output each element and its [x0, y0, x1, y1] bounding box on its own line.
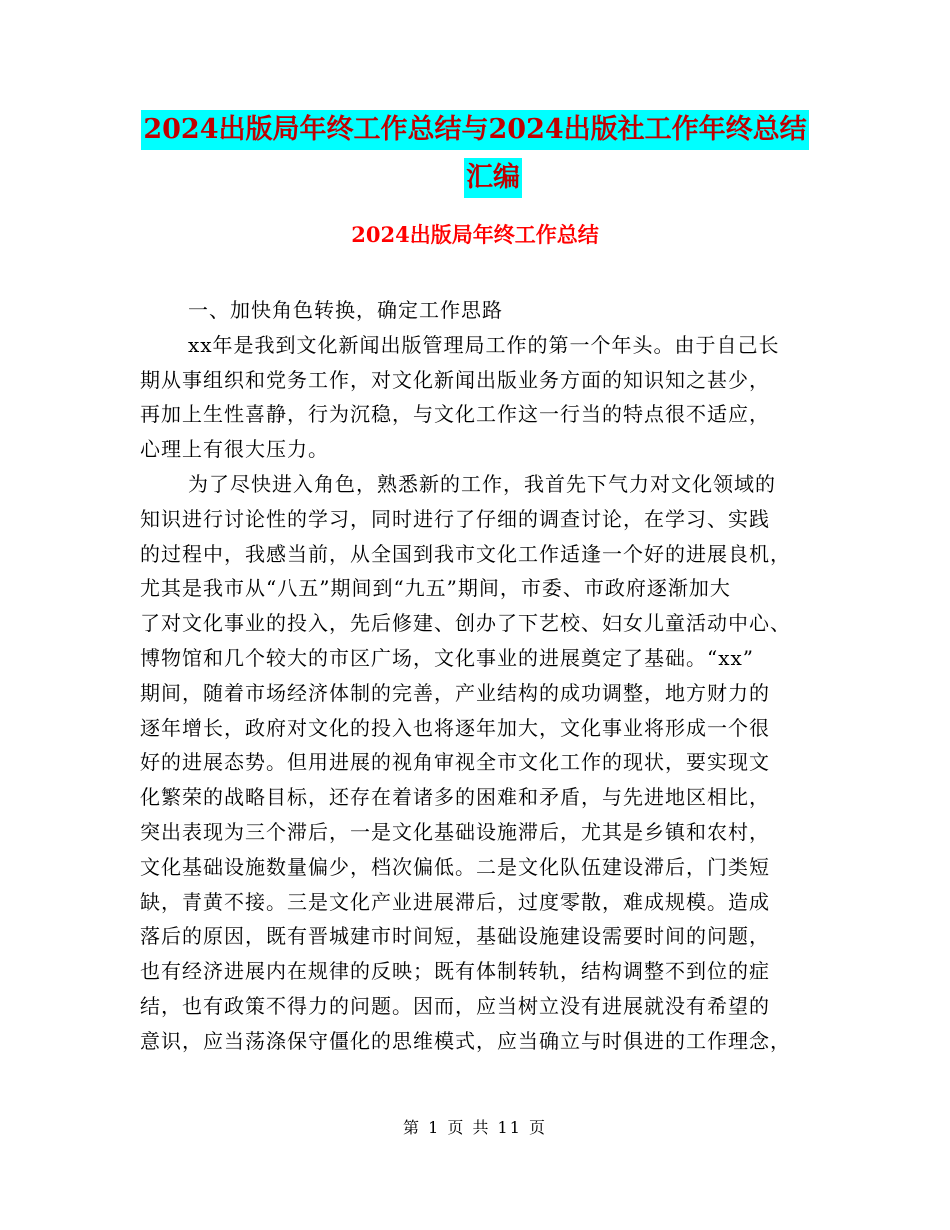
paragraph-line: 再加上生性喜静，行为沉稳，与文化工作这一行当的特点很不适应，: [140, 402, 770, 427]
paragraph-line: 意识，应当荡涤保守僵化的思维模式，应当确立与时俱进的工作理念，: [140, 1028, 791, 1053]
paragraph-line: 心理上有很大压力。: [140, 437, 329, 462]
paragraph-line: 化繁荣的战略目标，还存在着诸多的困难和矛盾，与先进地区相比，: [140, 785, 770, 810]
paragraph-line: 落后的原因，既有晋城建市时间短，基础设施建设需要时间的问题，: [140, 924, 770, 949]
paragraph-line: 一、加快角色转换，确定工作思路: [188, 298, 503, 322]
title-line-2: 汇编: [464, 158, 522, 198]
paragraph-line: xx年是我到文化新闻出版管理局工作的第一个年头。由于自己长: [188, 332, 780, 357]
paragraph-line: 缺，青黄不接。三是文化产业进展滞后，过度零散，难成规模。造成: [140, 889, 770, 914]
section-heading: 2024出版局年终工作总结: [351, 222, 599, 247]
paragraph-line: 尤其是我市从“八五”期间到“九五”期间，市委、市政府逐渐加大: [140, 576, 731, 601]
page-footer: 第 1 页 共 11 页: [403, 1118, 547, 1137]
body-text: [140, 293, 816, 1059]
paragraph-line: 好的进展态势。但用进展的视角审视全市文化工作的现状，要实现文: [140, 750, 770, 775]
paragraph-line: 逐年增长，政府对文化的投入也将逐年加大，文化事业将形成一个很: [140, 715, 770, 740]
paragraph-line: 博物馆和几个较大的市区广场，文化事业的进展奠定了基础。“xx”: [140, 645, 755, 670]
document-title: [0, 110, 950, 198]
paragraph-line: 知识进行讨论性的学习，同时进行了仔细的调查讨论，在学习、实践: [140, 506, 770, 531]
paragraph-line: 突出表现为三个滞后，一是文化基础设施滞后，尤其是乡镇和农村，: [140, 819, 770, 844]
title-line-1: 2024出版局年终工作总结与2024出版社工作年终总结: [141, 110, 808, 150]
paragraph-line: 也有经济进展内在规律的反映；既有体制转轨，结构调整不到位的症: [140, 959, 770, 984]
paragraph-line: 期从事组织和党务工作，对文化新闻出版业务方面的知识知之甚少，: [140, 367, 770, 392]
paragraph-line: 结，也有政策不得力的问题。因而，应当树立没有进展就没有希望的: [140, 993, 770, 1018]
paragraph-line: 的过程中，我感当前，从全国到我市文化工作适逢一个好的进展良机，: [140, 541, 791, 566]
paragraph-line: 期间，随着市场经济体制的完善，产业结构的成功调整，地方财力的: [140, 680, 770, 705]
paragraph-line: 了对文化事业的投入，先后修建、创办了下艺校、妇女儿童活动中心、: [140, 611, 791, 636]
paragraph-line: 文化基础设施数量偏少，档次偏低。二是文化队伍建设滞后，门类短: [140, 854, 770, 879]
paragraph-line: 为了尽快进入角色，熟悉新的工作，我首先下气力对文化领域的: [188, 471, 776, 496]
